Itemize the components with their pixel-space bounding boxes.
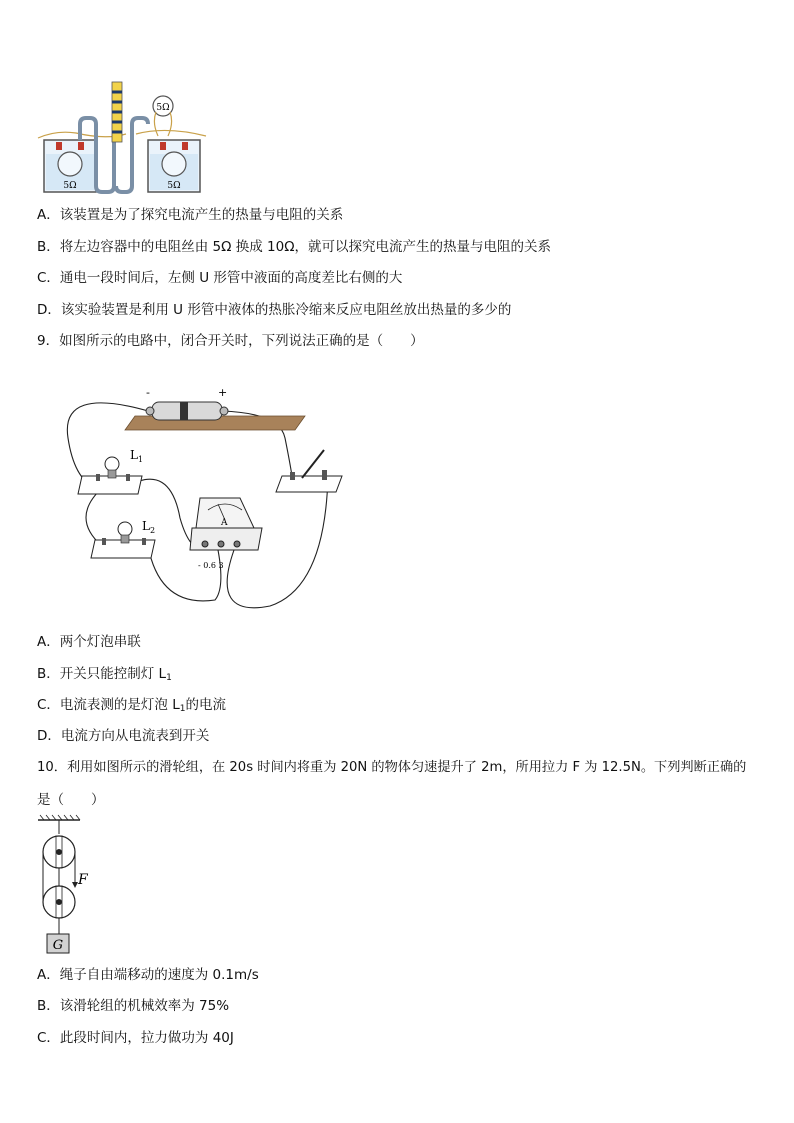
right-resistor-label: 5Ω — [167, 181, 181, 191]
left-resistor-label: 5Ω — [63, 181, 77, 191]
joule-heating-apparatus-drawing — [36, 78, 211, 196]
q8-option-d: D．该实验装置是利用 U 形管中液体的热胀冷缩来反应电阻丝放出热量的多少的 — [37, 302, 512, 318]
joule-heating-apparatus-figure — [36, 78, 211, 196]
q9-option-d: D．电流方向从电流表到开关 — [37, 728, 210, 744]
q8-option-c: C．通电一段时间后，左侧 U 形管中液面的高度差比右侧的大 — [37, 270, 403, 286]
q9-option-b-text: B．开关只能控制灯 L — [37, 666, 167, 682]
q9-option-a: A．两个灯泡串联 — [37, 634, 141, 650]
pulley-system-figure — [34, 814, 104, 956]
lamp-l1-label: $L_1$ — [130, 448, 144, 464]
external-resistor-label: 5Ω — [156, 103, 170, 113]
force-label: F — [78, 872, 88, 888]
ammeter-terminal-labels: - 0.6 3 — [198, 561, 224, 570]
q9-stem: 9．如图所示的电路中，闭合开关时，下列说法正确的是（ ） — [37, 333, 424, 349]
q10-option-c: C．此段时间内，拉力做功为 40J — [37, 1030, 234, 1046]
q9-option-b-subscript: 1 — [166, 673, 172, 683]
ammeter-letter: A — [221, 518, 228, 528]
q9-option-b — [37, 666, 172, 686]
q9-option-c-tail: 的电流 — [185, 697, 226, 713]
q9-option-c-subscript: 1 — [179, 704, 186, 714]
q9-option-c-text: C．电流表测的是灯泡 L — [37, 697, 180, 713]
q10-stem-line2: 是（ ） — [37, 792, 105, 808]
q8-option-a: A．该装置是为了探究电流产生的热量与电阻的关系 — [37, 207, 344, 223]
battery-minus-label: - — [146, 386, 150, 399]
battery-plus-label: + — [218, 386, 228, 399]
q10-option-b: B．该滑轮组的机械效率为 75% — [37, 998, 230, 1014]
pulley-system-drawing — [34, 814, 104, 956]
q10-option-a: A．绳子自由端移动的速度为 0.1m/s — [37, 967, 259, 983]
q9-option-c — [37, 697, 226, 717]
circuit-figure — [40, 378, 350, 616]
lamp-l2-label: $L_2$ — [142, 519, 156, 535]
q10-stem-line1: 10．利用如图所示的滑轮组，在 20s 时间内将重为 20N 的物体匀速提升了 2m，所用拉力 F 为 12.5N。下列判断正确的 — [37, 760, 747, 775]
weight-label: G — [52, 938, 64, 953]
circuit-drawing — [40, 378, 350, 616]
q8-option-b: B．将左边容器中的电阻丝由 5Ω 换成 10Ω，就可以探究电流产生的热量与电阻的关系 — [37, 239, 552, 255]
